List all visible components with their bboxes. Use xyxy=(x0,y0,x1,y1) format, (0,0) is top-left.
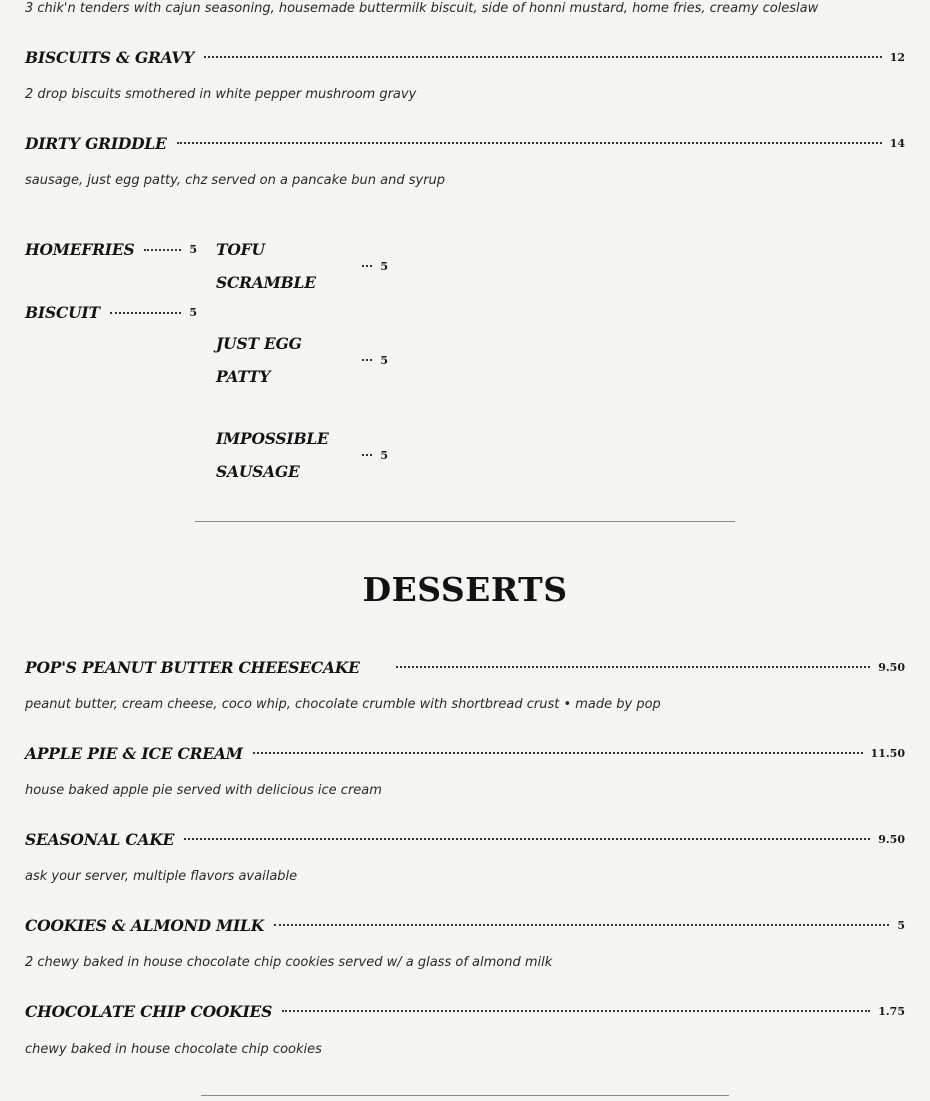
menu-item-cheesecake xyxy=(25,656,905,678)
section-divider xyxy=(201,1095,729,1096)
dot-leader xyxy=(282,1010,870,1012)
item-price: 11.50 xyxy=(870,746,905,760)
item-name: POP'S PEANUT BUTTER CHEESECAKE xyxy=(25,657,360,677)
item-name: HOMEFRIES xyxy=(25,240,135,259)
side-item-homefries xyxy=(25,233,197,266)
menu-item-chocolate-chip-cookies xyxy=(25,1000,905,1022)
dot-leader xyxy=(204,56,882,58)
item-price: 12 xyxy=(889,50,905,64)
item-name: CHOCOLATE CHIP COOKIES xyxy=(25,1001,273,1021)
dot-leader xyxy=(396,666,870,668)
item-description: house baked apple pie served with delicious ice cream xyxy=(25,783,382,798)
item-description: peanut butter, cream cheese, coco whip, chocolate crumble with shortbread crust • made by pop xyxy=(25,697,661,712)
dot-leader xyxy=(177,142,882,144)
menu-item-dirty-griddle xyxy=(25,132,905,154)
side-item-just-egg-patty xyxy=(216,327,388,393)
item-description: 2 drop biscuits smothered in white pepper mushroom gravy xyxy=(25,87,417,102)
item-name: SEASONAL CAKE xyxy=(25,829,175,849)
side-item-tofu-scramble xyxy=(216,233,388,299)
item-price: 14 xyxy=(889,136,905,150)
item-price: 1.75 xyxy=(878,1004,905,1018)
side-item-impossible-sausage xyxy=(216,422,388,488)
section-title-desserts: DESSERTS xyxy=(362,570,568,609)
dot-leader xyxy=(362,359,372,361)
item-price: 5 xyxy=(189,243,197,256)
item-name: JUST EGG PATTY xyxy=(216,334,302,386)
item-description: sausage, just egg patty, chz served on a pancake bun and syrup xyxy=(25,173,446,188)
item-price: 5 xyxy=(897,918,905,932)
item-name: DIRTY GRIDDLE xyxy=(25,133,167,153)
menu-item-seasonal-cake xyxy=(25,828,905,850)
dot-leader xyxy=(253,752,863,754)
menu-item-biscuits-gravy xyxy=(25,46,905,68)
section-divider xyxy=(195,521,735,522)
dot-leader xyxy=(274,924,889,926)
item-name: APPLE PIE & ICE CREAM xyxy=(25,743,243,763)
side-item-biscuit xyxy=(25,296,197,329)
dot-leader xyxy=(110,312,182,314)
item-name: BISCUITS & GRAVY xyxy=(25,47,195,67)
item-price: 5 xyxy=(380,353,388,367)
item-price: 5 xyxy=(380,448,388,462)
item-description: 3 chik'n tenders with cajun seasoning, housemade buttermilk biscuit, side of honni mustard, home fries, creamy coleslaw xyxy=(25,1,819,16)
item-name: IMPOSSIBLE SAUSAGE xyxy=(216,429,329,481)
item-price: 5 xyxy=(380,259,388,273)
menu-item-cookies-almond-milk xyxy=(25,914,905,936)
dot-leader xyxy=(144,249,181,251)
item-description: chewy baked in house chocolate chip cookies xyxy=(25,1042,322,1057)
item-description: 2 chewy baked in house chocolate chip cookies served w/ a glass of almond milk xyxy=(25,955,553,970)
item-price: 9.50 xyxy=(878,660,905,674)
menu-item-apple-pie xyxy=(25,742,905,764)
item-price: 5 xyxy=(189,306,197,319)
item-name: TOFU SCRAMBLE xyxy=(216,240,316,292)
item-name: BISCUIT xyxy=(25,303,100,322)
dot-leader xyxy=(184,838,870,840)
item-description: ask your server, multiple flavors available xyxy=(25,869,298,884)
item-price: 9.50 xyxy=(878,832,905,846)
dot-leader xyxy=(362,454,372,456)
dot-leader xyxy=(362,265,372,267)
item-name: COOKIES & ALMOND MILK xyxy=(25,915,265,935)
